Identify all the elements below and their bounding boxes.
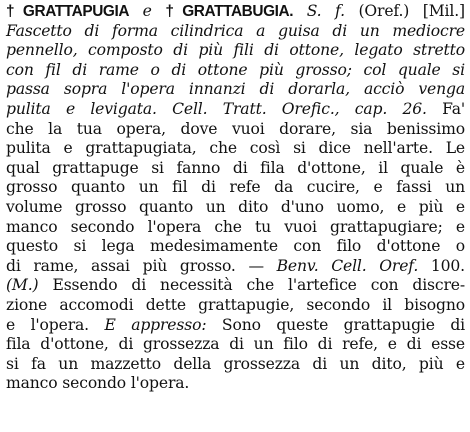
definition-line: con fil di rame o di ottone più grosso; col quale si [6, 60, 465, 79]
headword-variant: GRATTABUGIA. [182, 3, 294, 20]
quote-line: che la tua opera, dove vuoi dorare, sia benissimo [6, 119, 465, 138]
quote-line: volume grosso quanto un dito d'uno uomo, e più e [6, 197, 465, 216]
citation-source: Benv. Cell. Oref. [276, 256, 419, 275]
quote-line: grosso quanto un fil di refe da cucire, e fassi un [6, 178, 465, 197]
dagger-mark: † [165, 3, 183, 20]
citation-separator: — [235, 256, 277, 275]
quote-line: manco secondo l'opera. [6, 374, 190, 393]
citation-continuation: E appresso: [88, 315, 207, 334]
quote-line: qual grattapuge si fanno di fila d'ottone, il quale è [6, 158, 465, 177]
citation-page: 100. [418, 256, 465, 275]
quote-text: Sono queste grattapugie di [206, 315, 465, 334]
quote-line: manco secondo l'opera che tu vuoi grattapugiare; e [6, 217, 465, 236]
quote-end: di rame, assai più grosso. [6, 256, 236, 275]
definition-line: passa sopra l'opera innanzi di dorarla, acciò venga [6, 80, 465, 99]
definition-line: pennello, composto di più fili di ottone, legato stretto [6, 41, 465, 60]
citation-source: Cell. Tratt. Orefic., cap. 26. [156, 99, 427, 118]
entry-heading-line [6, 2, 465, 22]
quote-text: e l'opera. [6, 315, 89, 334]
dictionary-entry [6, 2, 465, 394]
citation-line [6, 257, 465, 277]
source-tag: [Mil.] [409, 2, 465, 20]
definition-end: pulita e levigata. [6, 99, 157, 118]
conjunction: e [129, 2, 166, 20]
source-tag: (M.) [6, 276, 39, 295]
domain-tag: (Oref.) [344, 2, 410, 20]
quote-line [6, 276, 465, 296]
quote-text: Essendo di necessità che l'artefice con discre- [38, 276, 465, 295]
dagger-mark: † [6, 3, 23, 20]
quote-line: questo si lega medesimamente con filo d'ottone o [6, 237, 465, 256]
citation-line [6, 100, 465, 120]
part-of-speech: S. f. [293, 2, 345, 20]
quote-line: pulita e grattapugiata, che così si dice nell'arte. Le [6, 139, 465, 158]
quote-line: fila d'ottone, di grossezza di un filo di refe, e di esse [6, 335, 465, 354]
quote-line [6, 316, 465, 336]
quote-line: si fa un mazzetto della grossezza di un dito, più e [6, 354, 465, 373]
quote-start: Fa' [426, 99, 465, 118]
headword: GRATTAPUGIA [22, 3, 130, 20]
quote-line: zione accomodi dette grattapugie, secondo il bisogno [6, 295, 465, 314]
definition-line: Fascetto di forma cilindrica a guisa di un mediocre [6, 21, 465, 40]
